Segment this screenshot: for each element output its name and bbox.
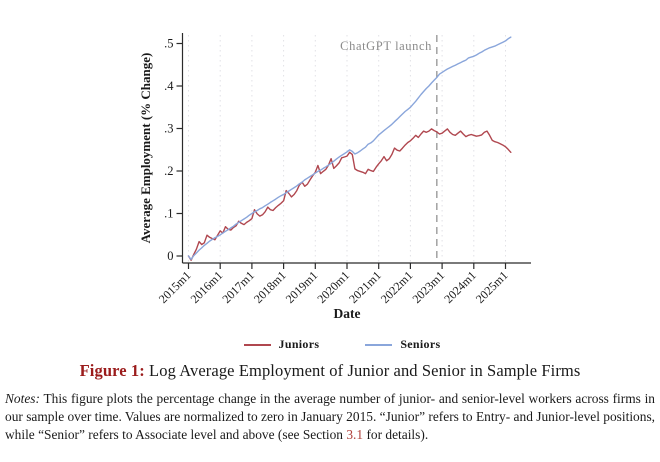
x-tick-label: 2019m1 (282, 268, 321, 306)
figure-caption (0, 361, 660, 381)
x-tick-label: 2025m1 (472, 268, 511, 306)
y-tick-label: .5 (164, 36, 174, 51)
y-tick-label: 0 (167, 249, 174, 263)
seniors-series-line (189, 37, 511, 259)
chart-plot-area (156, 33, 531, 306)
legend-item-juniors (244, 337, 320, 352)
y-axis-title: Average Employment (% Change) (138, 52, 153, 244)
x-tick-label: 2016m1 (187, 268, 226, 306)
legend (12, 337, 660, 352)
caption-label: Figure 1: (79, 361, 145, 380)
x-tick-label: 2015m1 (155, 268, 194, 306)
juniors-line-swatch (244, 344, 271, 346)
caption-title: Log Average Employment of Junior and Senior in Sample Firms (144, 361, 581, 380)
y-tick-label: .2 (164, 164, 174, 178)
notes-text-2: for details). (363, 426, 429, 442)
x-tick-label: 2018m1 (251, 268, 289, 306)
x-tick-label: 2021m1 (346, 268, 384, 306)
x-tick-label: 2017m1 (219, 268, 258, 306)
x-tick-label: 2020m1 (314, 268, 353, 306)
chatgpt-launch-annotation: ChatGPT launch (340, 39, 432, 53)
y-tick-label: .4 (164, 79, 174, 93)
juniors-legend-label: Juniors (278, 337, 320, 351)
notes-text-1: This figure plots the percentage change in the average number of junior- and senior-level workers across firms in our sample over time. Values are normalized to zero in January 2015. “Junior” refers to Entry- and Junior-level positions, while “Senior” refers to Associate level and above (see Section (5, 391, 655, 442)
juniors-series-line (189, 129, 511, 260)
seniors-legend-label: Seniors (400, 337, 441, 351)
x-tick-label: 2022m1 (377, 268, 416, 306)
x-tick-label: 2024m1 (441, 268, 479, 306)
figure-notes (5, 390, 655, 444)
y-tick-label: .1 (164, 206, 174, 221)
x-tick-label: 2023m1 (409, 268, 448, 306)
x-axis-title: Date (333, 306, 361, 321)
section-3-1-link[interactable]: 3.1 (346, 426, 364, 442)
legend-item-seniors (365, 337, 440, 352)
notes-label: Notes: (5, 391, 40, 406)
y-tick-label: .3 (164, 121, 174, 136)
seniors-line-swatch (365, 344, 392, 346)
